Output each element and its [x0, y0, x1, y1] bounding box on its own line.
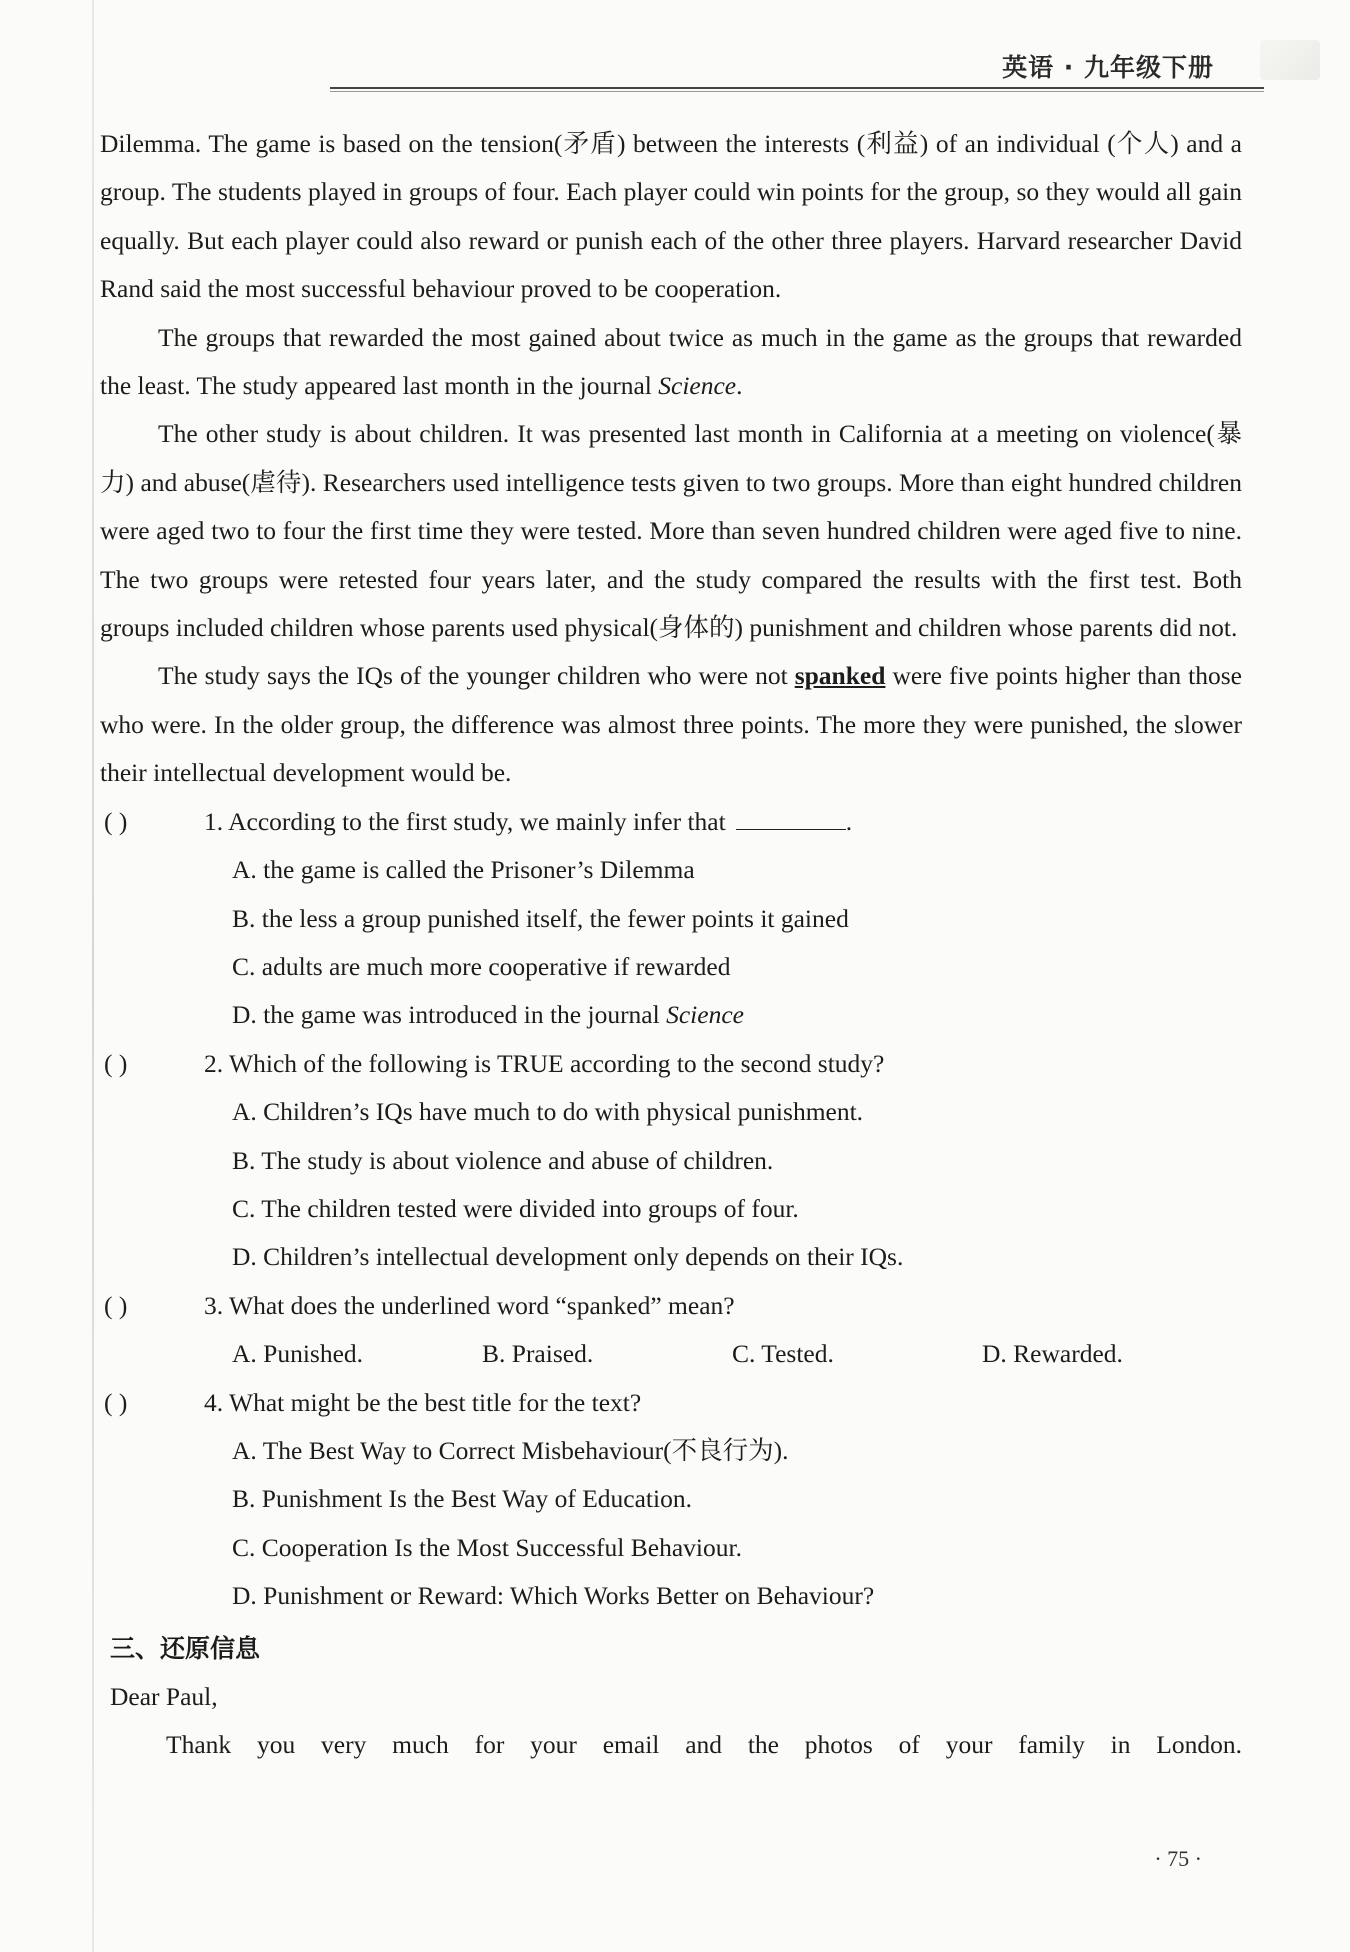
- section-heading: 三、还原信息: [110, 1633, 261, 1663]
- answer-blank-1[interactable]: ( ): [104, 806, 128, 836]
- question-3-option-b[interactable]: B. Praised.: [482, 1339, 594, 1369]
- page-content: [100, 120, 1242, 1770]
- question-4: [100, 1379, 1242, 1621]
- question-2-option-a[interactable]: A. Children’s IQs have much to do with physical punishment.: [232, 1097, 864, 1127]
- book-header-title: 英语 · 九年级下册: [1002, 53, 1214, 82]
- question-1-option-b[interactable]: B. the less a group punished itself, the fewer points it gained: [232, 903, 849, 933]
- journal-name: Science: [658, 371, 737, 401]
- question-1-option-d-text: D. the game was introduced in the journal: [232, 1000, 667, 1030]
- passage-p2-text: The groups that rewarded the most gained about twice as much in the game as the groups that rewarded the least. The study appeared last month in the journal: [100, 322, 1242, 401]
- question-2-option-c[interactable]: C. The children tested were divided into groups of four.: [232, 1193, 799, 1223]
- question-4-option-c[interactable]: C. Cooperation Is the Most Successful Behaviour.: [232, 1532, 742, 1562]
- question-3-options: [100, 1330, 1242, 1378]
- question-4-stem: 4. What might be the best title for the text?: [204, 1387, 642, 1417]
- passage-p2-end: .: [736, 371, 743, 401]
- page-edge: [92, 0, 94, 1952]
- question-2-stem: 2. Which of the following is TRUE according to the second study?: [204, 1048, 885, 1078]
- question-1-option-a[interactable]: A. the game is called the Prisoner’s Dilemma: [232, 855, 695, 885]
- answer-blank-3[interactable]: ( ): [104, 1290, 128, 1320]
- passage-paragraph-2: [100, 314, 1242, 411]
- question-1: [100, 798, 1242, 1040]
- question-4-row: [100, 1379, 1242, 1427]
- question-3-option-d[interactable]: D. Rewarded.: [982, 1339, 1123, 1369]
- fill-in-blank[interactable]: [736, 807, 846, 830]
- passage-paragraph-3: The other study is about children. It was presented last month in California at a meeting on violence(暴力) and abuse(虐待). Researchers used intelligence tests given to two groups. More than eight hundred children were aged two to four the first time they were tested. More than seven hundred children were aged five to nine. The two groups were retested four years later, and the study compared the results with the first test. Both groups included children whose parents used physical(身体的) punishment and children whose parents did not.: [100, 419, 1242, 643]
- passage-paragraph-1: Dilemma. The game is based on the tension(矛盾) between the interests (利益) of an individual (个人) and a group. The students played in groups of four. Each player could win points for the group, so they would all gain equally. But each player could also reward or punish each of the other three players. Harvard researcher David Rand said the most successful behaviour proved to be cooperation.: [100, 129, 1242, 304]
- question-3: [100, 1282, 1242, 1379]
- header-rule-thin: [330, 91, 1264, 92]
- letter-body-line: Thank you very much for your email and the photos of your family in London.: [166, 1730, 1242, 1760]
- underlined-word-spanked: spanked: [794, 661, 886, 691]
- question-4-option-d[interactable]: D. Punishment or Reward: Which Works Better on Behaviour?: [232, 1581, 875, 1611]
- question-1-row: [100, 798, 1242, 846]
- question-3-row: [100, 1282, 1242, 1330]
- passage-p4-text-b: were five points higher than those who were. In the older group, the difference was almost three points. The more they were punished, the slower their intellectual development would be.: [100, 661, 1242, 788]
- question-1-option-d[interactable]: [100, 991, 1242, 1039]
- question-4-option-a[interactable]: A. The Best Way to Correct Misbehaviour(不良行为).: [232, 1435, 789, 1465]
- question-2-row: [100, 1040, 1242, 1088]
- answer-blank-2[interactable]: ( ): [104, 1048, 128, 1078]
- header-rule: [330, 87, 1264, 89]
- question-1-option-c[interactable]: C. adults are much more cooperative if rewarded: [232, 951, 731, 981]
- question-3-option-c[interactable]: C. Tested.: [732, 1339, 834, 1369]
- page-number: · 75 ·: [1154, 1846, 1202, 1871]
- question-3-option-a[interactable]: A. Punished.: [232, 1339, 364, 1369]
- question-3-stem: 3. What does the underlined word “spanked” mean?: [204, 1290, 735, 1320]
- question-2: [100, 1040, 1242, 1282]
- question-1-option-d-journal: Science: [666, 1000, 744, 1030]
- letter-greeting: Dear Paul,: [110, 1682, 218, 1711]
- question-1-stem-text: 1. According to the first study, we mainly infer that: [204, 806, 726, 836]
- question-4-option-b[interactable]: B. Punishment Is the Best Way of Education.: [232, 1484, 692, 1514]
- answer-blank-4[interactable]: ( ): [104, 1387, 128, 1417]
- question-2-option-d[interactable]: D. Children’s intellectual development only depends on their IQs.: [232, 1242, 904, 1272]
- question-1-stem-end: .: [845, 806, 853, 836]
- passage-paragraph-4: [100, 652, 1242, 797]
- question-1-stem: [204, 798, 852, 846]
- passage-p4-text-a: The study says the IQs of the younger children who were not: [158, 661, 795, 691]
- question-2-option-b[interactable]: B. The study is about violence and abuse of children.: [232, 1145, 774, 1175]
- corner-decoration: [1260, 40, 1320, 80]
